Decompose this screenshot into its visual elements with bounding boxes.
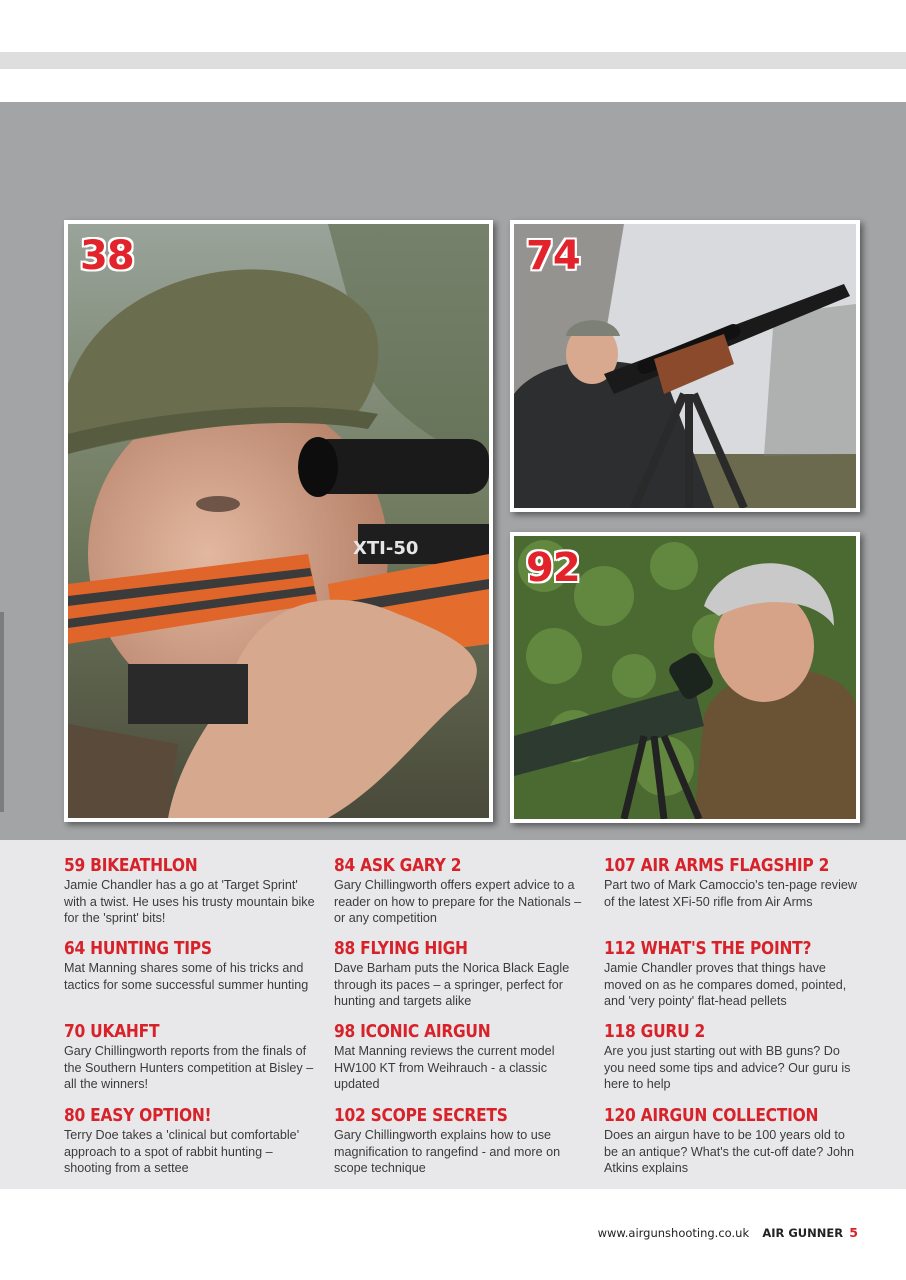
page-number-badge: 38 — [80, 233, 134, 279]
contents-item[interactable] — [334, 855, 592, 927]
contents-item-title: 98 ICONIC AIRGUN — [334, 1021, 491, 1042]
contents-item-text: Mat Manning shares some of his tricks and tactics for some successful summer hunting — [64, 961, 309, 992]
contents-item[interactable] — [604, 1105, 862, 1177]
page-number: 5 — [849, 1225, 858, 1240]
contents-item[interactable] — [64, 1021, 322, 1093]
contents-item-title: 107 AIR ARMS FLAGSHIP 2 — [604, 855, 830, 876]
contents-item[interactable] — [334, 938, 592, 1010]
photo-74[interactable] — [510, 220, 860, 512]
contents-item[interactable] — [334, 1021, 592, 1093]
contents-item[interactable] — [64, 938, 322, 993]
page-number-badge: 92 — [526, 545, 580, 591]
photo-38-image — [68, 224, 489, 818]
contents-item-text: Jamie Chandler has a go at 'Target Sprint' with a twist. He uses his trusty mountain bike for the 'sprint' bits! — [64, 878, 315, 926]
contents-item[interactable] — [334, 1105, 592, 1177]
contents-item[interactable] — [604, 938, 862, 1010]
contents-item-text: Mat Manning reviews the current model HW100 KT from Weihrauch - a classic updated — [334, 1044, 555, 1092]
contents-item-title: 70 UKAHFT — [64, 1021, 160, 1042]
website-link[interactable]: www.airgunshooting.co.uk — [597, 1226, 750, 1240]
top-band — [0, 52, 906, 69]
contents-item-title: 80 EASY OPTION! — [64, 1105, 212, 1126]
edge-tab — [0, 612, 4, 812]
contents-item[interactable] — [604, 1021, 862, 1093]
svg-text:XTI-50: XTI-50 — [353, 538, 419, 559]
contents-item-text: Are you just starting out with BB guns? Do you need some tips and advice? Our guru is here to help — [604, 1044, 851, 1092]
contents-item-text: Part two of Mark Camoccio's ten-page review of the latest XFi-50 rifle from Air Arms — [604, 878, 857, 909]
page-footer — [598, 1225, 858, 1240]
contents-item-text: Does an airgun have to be 100 years old to be an antique? What's the cut-off date? John Atkins explains — [604, 1128, 855, 1176]
contents-item-text: Dave Barham puts the Norica Black Eagle through its paces – a springer, perfect for hunting and targets alike — [334, 961, 570, 1009]
contents-item-text: Gary Chillingworth offers expert advice to a reader on how to prepare for the Nationals – or any competition — [334, 878, 582, 926]
page-number-badge: 74 — [526, 233, 580, 279]
contents-item-text: Gary Chillingworth explains how to use magnification to rangefind - and more on scope technique — [334, 1128, 561, 1176]
contents-item[interactable] — [64, 1105, 322, 1177]
contents-item-text: Terry Doe takes a 'clinical but comfortable' approach to a spot of rabbit hunting – shooting from a settee — [64, 1128, 300, 1176]
photo-38[interactable] — [64, 220, 493, 822]
contents-item-text: Jamie Chandler proves that things have moved on as he compares domed, pointed, and 'very pointy' flat-head pellets — [604, 961, 847, 1009]
photo-92[interactable] — [510, 532, 860, 823]
magazine-name: AIR GUNNER — [762, 1226, 844, 1240]
contents-item-title: 84 ASK GARY 2 — [334, 855, 462, 876]
contents-item-title: 112 WHAT'S THE POINT? — [604, 938, 812, 959]
contents-item-title: 59 BIKEATHLON — [64, 855, 198, 876]
contents-item-title: 102 SCOPE SECRETS — [334, 1105, 508, 1126]
contents-item[interactable] — [604, 855, 862, 910]
contents-item-title: 120 AIRGUN COLLECTION — [604, 1105, 819, 1126]
contents-item-text: Gary Chillingworth reports from the finals of the Southern Hunters competition at Bisley – all the winners! — [64, 1044, 314, 1092]
contents-item-title: 88 FLYING HIGH — [334, 938, 468, 959]
contents-item[interactable] — [64, 855, 322, 927]
contents-item-title: 64 HUNTING TIPS — [64, 938, 212, 959]
contents-item-title: 118 GURU 2 — [604, 1021, 706, 1042]
